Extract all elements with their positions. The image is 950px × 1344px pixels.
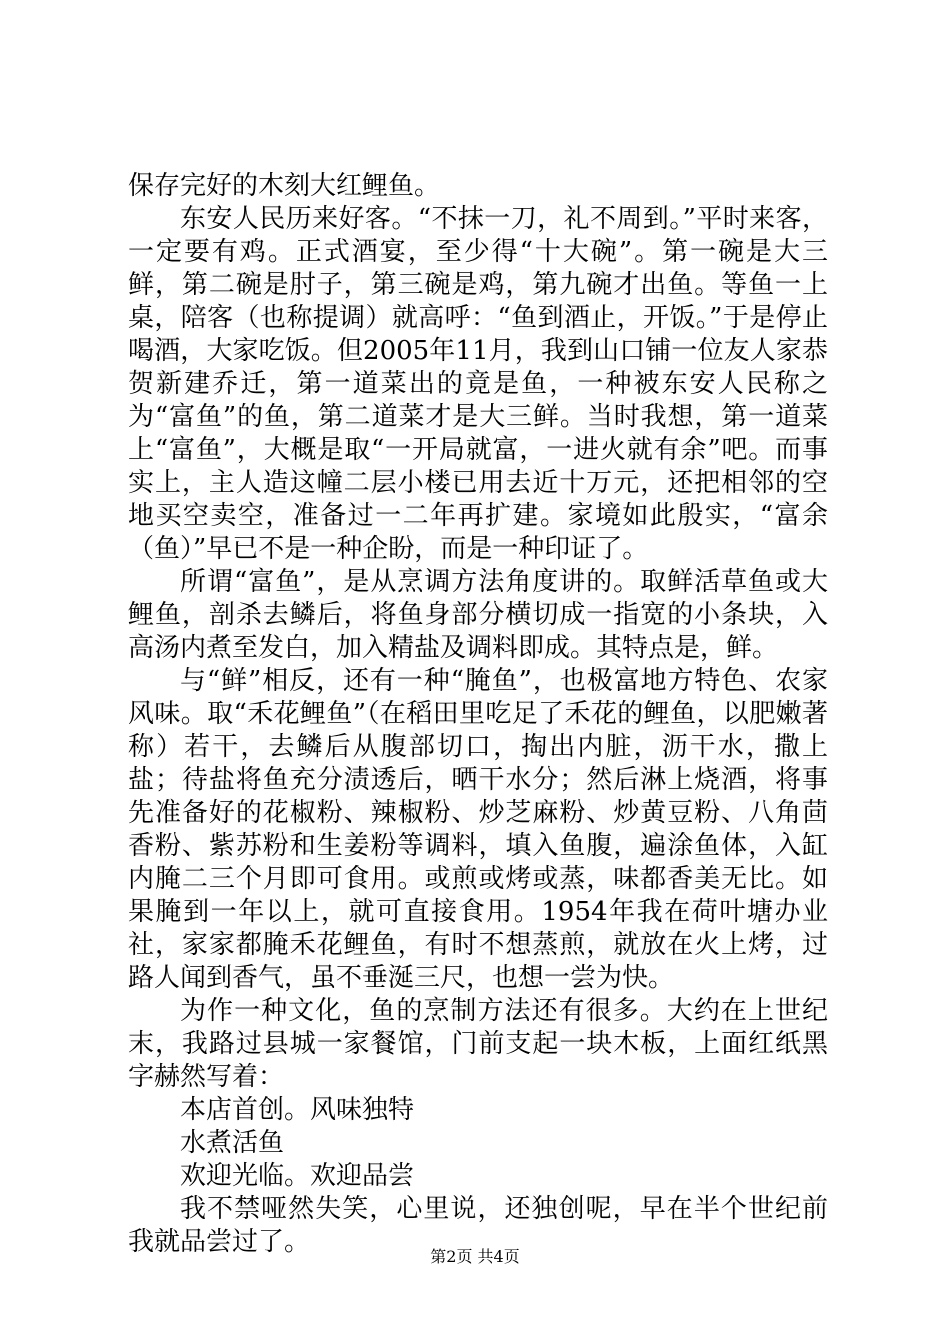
sign-line-2: 水煮活鱼	[180, 1128, 285, 1158]
paragraph-4: 与“鲜”相反，还有一种“腌鱼”，也极富地方特色、农家风味。取“禾花鲤鱼”（在稻田里吃足了禾花的鲤鱼，以肥嫩著称）若干，去鳞后从腹部切口，掏出内脏，沥干水，撒上盐；待盐将鱼充分渍透后，晒干水分；然后淋上烧酒，将事先准备好的花椒粉、辣椒粉、炒芝麻粉、炒黄豆粉、八角茴香粉、紫苏粉和生姜粉等调料，填入鱼腹，遍涂鱼体，入缸内腌二三个月即可食用。或煎或烤或蒸，味都香美无比。如果腌到一年以上，就可直接食用。1954年我在荷叶塘办业社，家家都腌禾花鲤鱼，有时不想蒸煎，就放在火上烤，过路人闻到香气，虽不垂涎三尺，也想一尝为快。	[128, 666, 828, 993]
page-number-footer: 第2页 共4页	[430, 1247, 520, 1266]
paragraph-3: 所谓“富鱼”，是从烹调方法角度讲的。取鲜活草鱼或大鲤鱼，剖杀去鳞后，将鱼身部分横切成一指宽的小条块，入高汤内煮至发白，加入精盐及调料即成。其特点是，鲜。	[128, 567, 828, 663]
paragraph-6: 我不禁哑然失笑，心里说，还独创呢，早在半个世纪前我就品尝过了。	[128, 1194, 828, 1257]
paragraph-2: 东安人民历来好客。“不抹一刀，礼不周到。”平时来客，一定要有鸡。正式酒宴，至少得“十大碗”。第一碗是大三鲜，第二碗是肘子，第三碗是鸡，第九碗才出鱼。等鱼一上桌，陪客（也称提调）就高呼：“鱼到酒止，开饭。”于是停止喝酒，大家吃饭。但2005年11月，我到山口铺一位友人家恭贺新建乔迁，第一道菜出的竟是鱼，一种被东安人民称之为“富鱼”的鱼，第二道菜才是大三鲜。当时我想，第一道菜上“富鱼”，大概是取“一开局就富，一进火就有余”吧。而事实上，主人造这幢二层小楼已用去近十万元，还把相邻的空地买空卖空，准备过一二年再扩建。家境如此殷实，“富余（鱼）”早已不是一种企盼，而是一种印证了。	[128, 204, 828, 564]
document-body	[128, 170, 828, 1259]
paragraph-5: 为作一种文化，鱼的烹制方法还有很多。大约在上世纪末，我路过县城一家餐馆，门前支起一块木板，上面红纸黑字赫然写着：	[128, 996, 828, 1092]
sign-line-3: 欢迎光临。欢迎品尝	[180, 1161, 415, 1191]
paragraph-1: 保存完好的木刻大红鲤鱼。	[128, 171, 441, 201]
sign-line-1: 本店首创。风味独特	[180, 1095, 415, 1125]
